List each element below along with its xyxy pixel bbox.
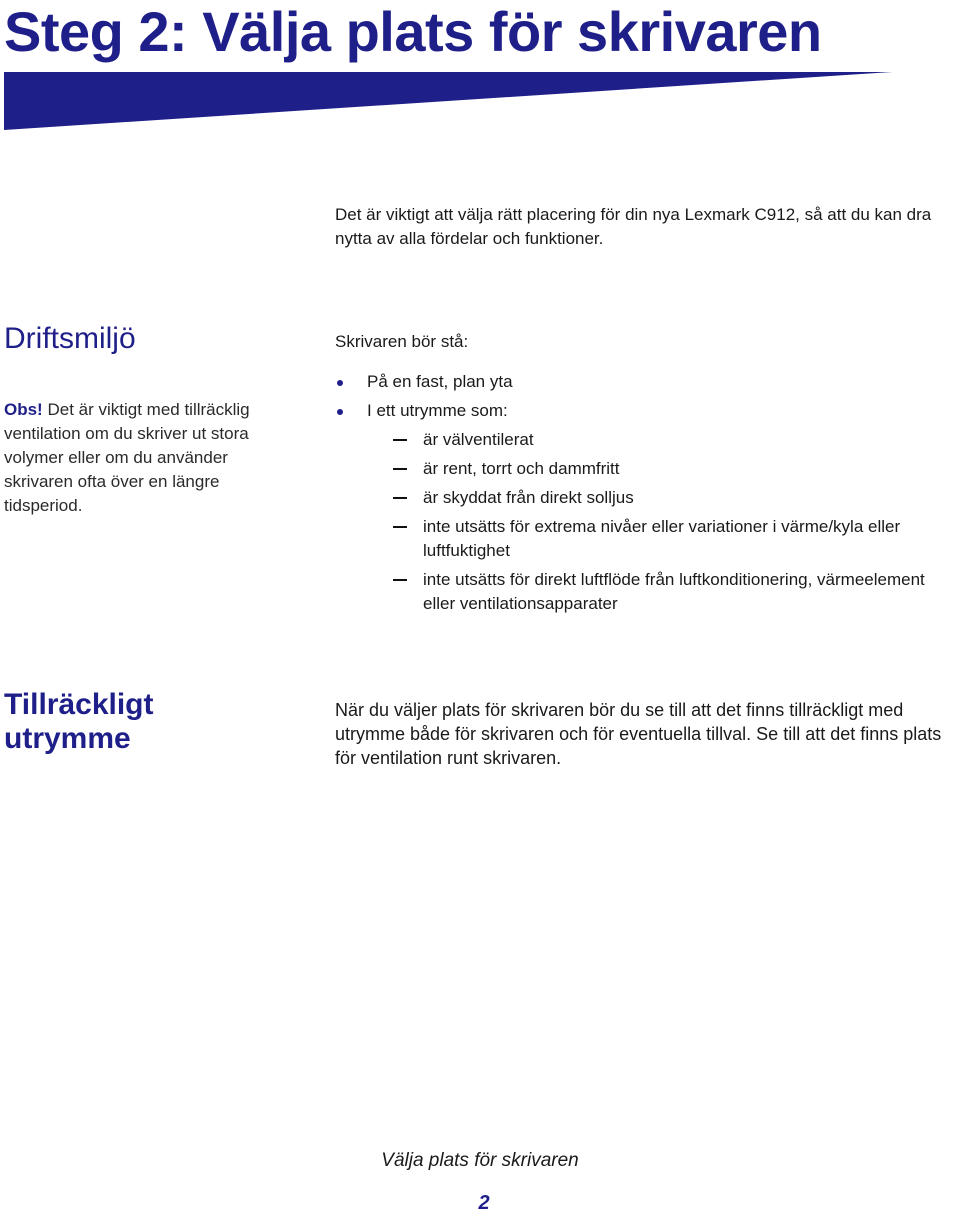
dash-icon (393, 497, 407, 499)
section-heading-driftsmiljo: Driftsmiljö (4, 322, 136, 355)
bullet-icon (337, 380, 343, 386)
note-label: Obs! (4, 400, 43, 419)
list-item: inte utsätts för direkt luftflöde från luftkonditionering, värmeelement eller ventilationsapparater (335, 568, 957, 616)
list-item: är välventilerat (335, 428, 957, 452)
list-item: inte utsätts för extrema nivåer eller variationer i värme/kyla eller luftfuktighet (335, 515, 957, 563)
space-paragraph: När du väljer plats för skrivaren bör du se till att det finns tillräckligt med utrymme både för skrivaren och för eventuella tillval. Se till att det finns plats för ventilation runt skrivaren. (335, 700, 942, 768)
bullet-icon (337, 409, 343, 415)
page-title: Steg 2: Välja plats för skrivaren (4, 0, 822, 63)
note-text: Det är viktigt med tillräcklig ventilation om du skriver ut stora volymer eller om du använder skrivaren ofta över en längre tidsperiod. (4, 400, 250, 515)
placement-list (335, 370, 957, 621)
dash-icon (393, 579, 407, 581)
section-heading-utrymme: Tillräckligt utrymme (4, 688, 154, 755)
list-item: är skyddat från direkt solljus (335, 486, 957, 510)
page-number: 2 (478, 1192, 490, 1214)
intro-paragraph: Det är viktigt att välja rätt placering för din nya Lexmark C912, så att du kan dra nytta av alla fördelar och funktioner. (335, 205, 932, 248)
list-item: På en fast, plan yta (335, 370, 957, 394)
dash-icon (393, 468, 407, 470)
ventilation-note (4, 398, 274, 518)
list-item: är rent, torrt och dammfritt (335, 457, 957, 481)
dash-icon (393, 439, 407, 441)
dash-icon (393, 526, 407, 528)
title-underline-bar (0, 72, 892, 132)
list-item: I ett utrymme som: (335, 399, 957, 423)
footer-label: Välja plats för skrivaren (381, 1150, 579, 1171)
placement-lead: Skrivaren bör stå: (335, 332, 469, 351)
